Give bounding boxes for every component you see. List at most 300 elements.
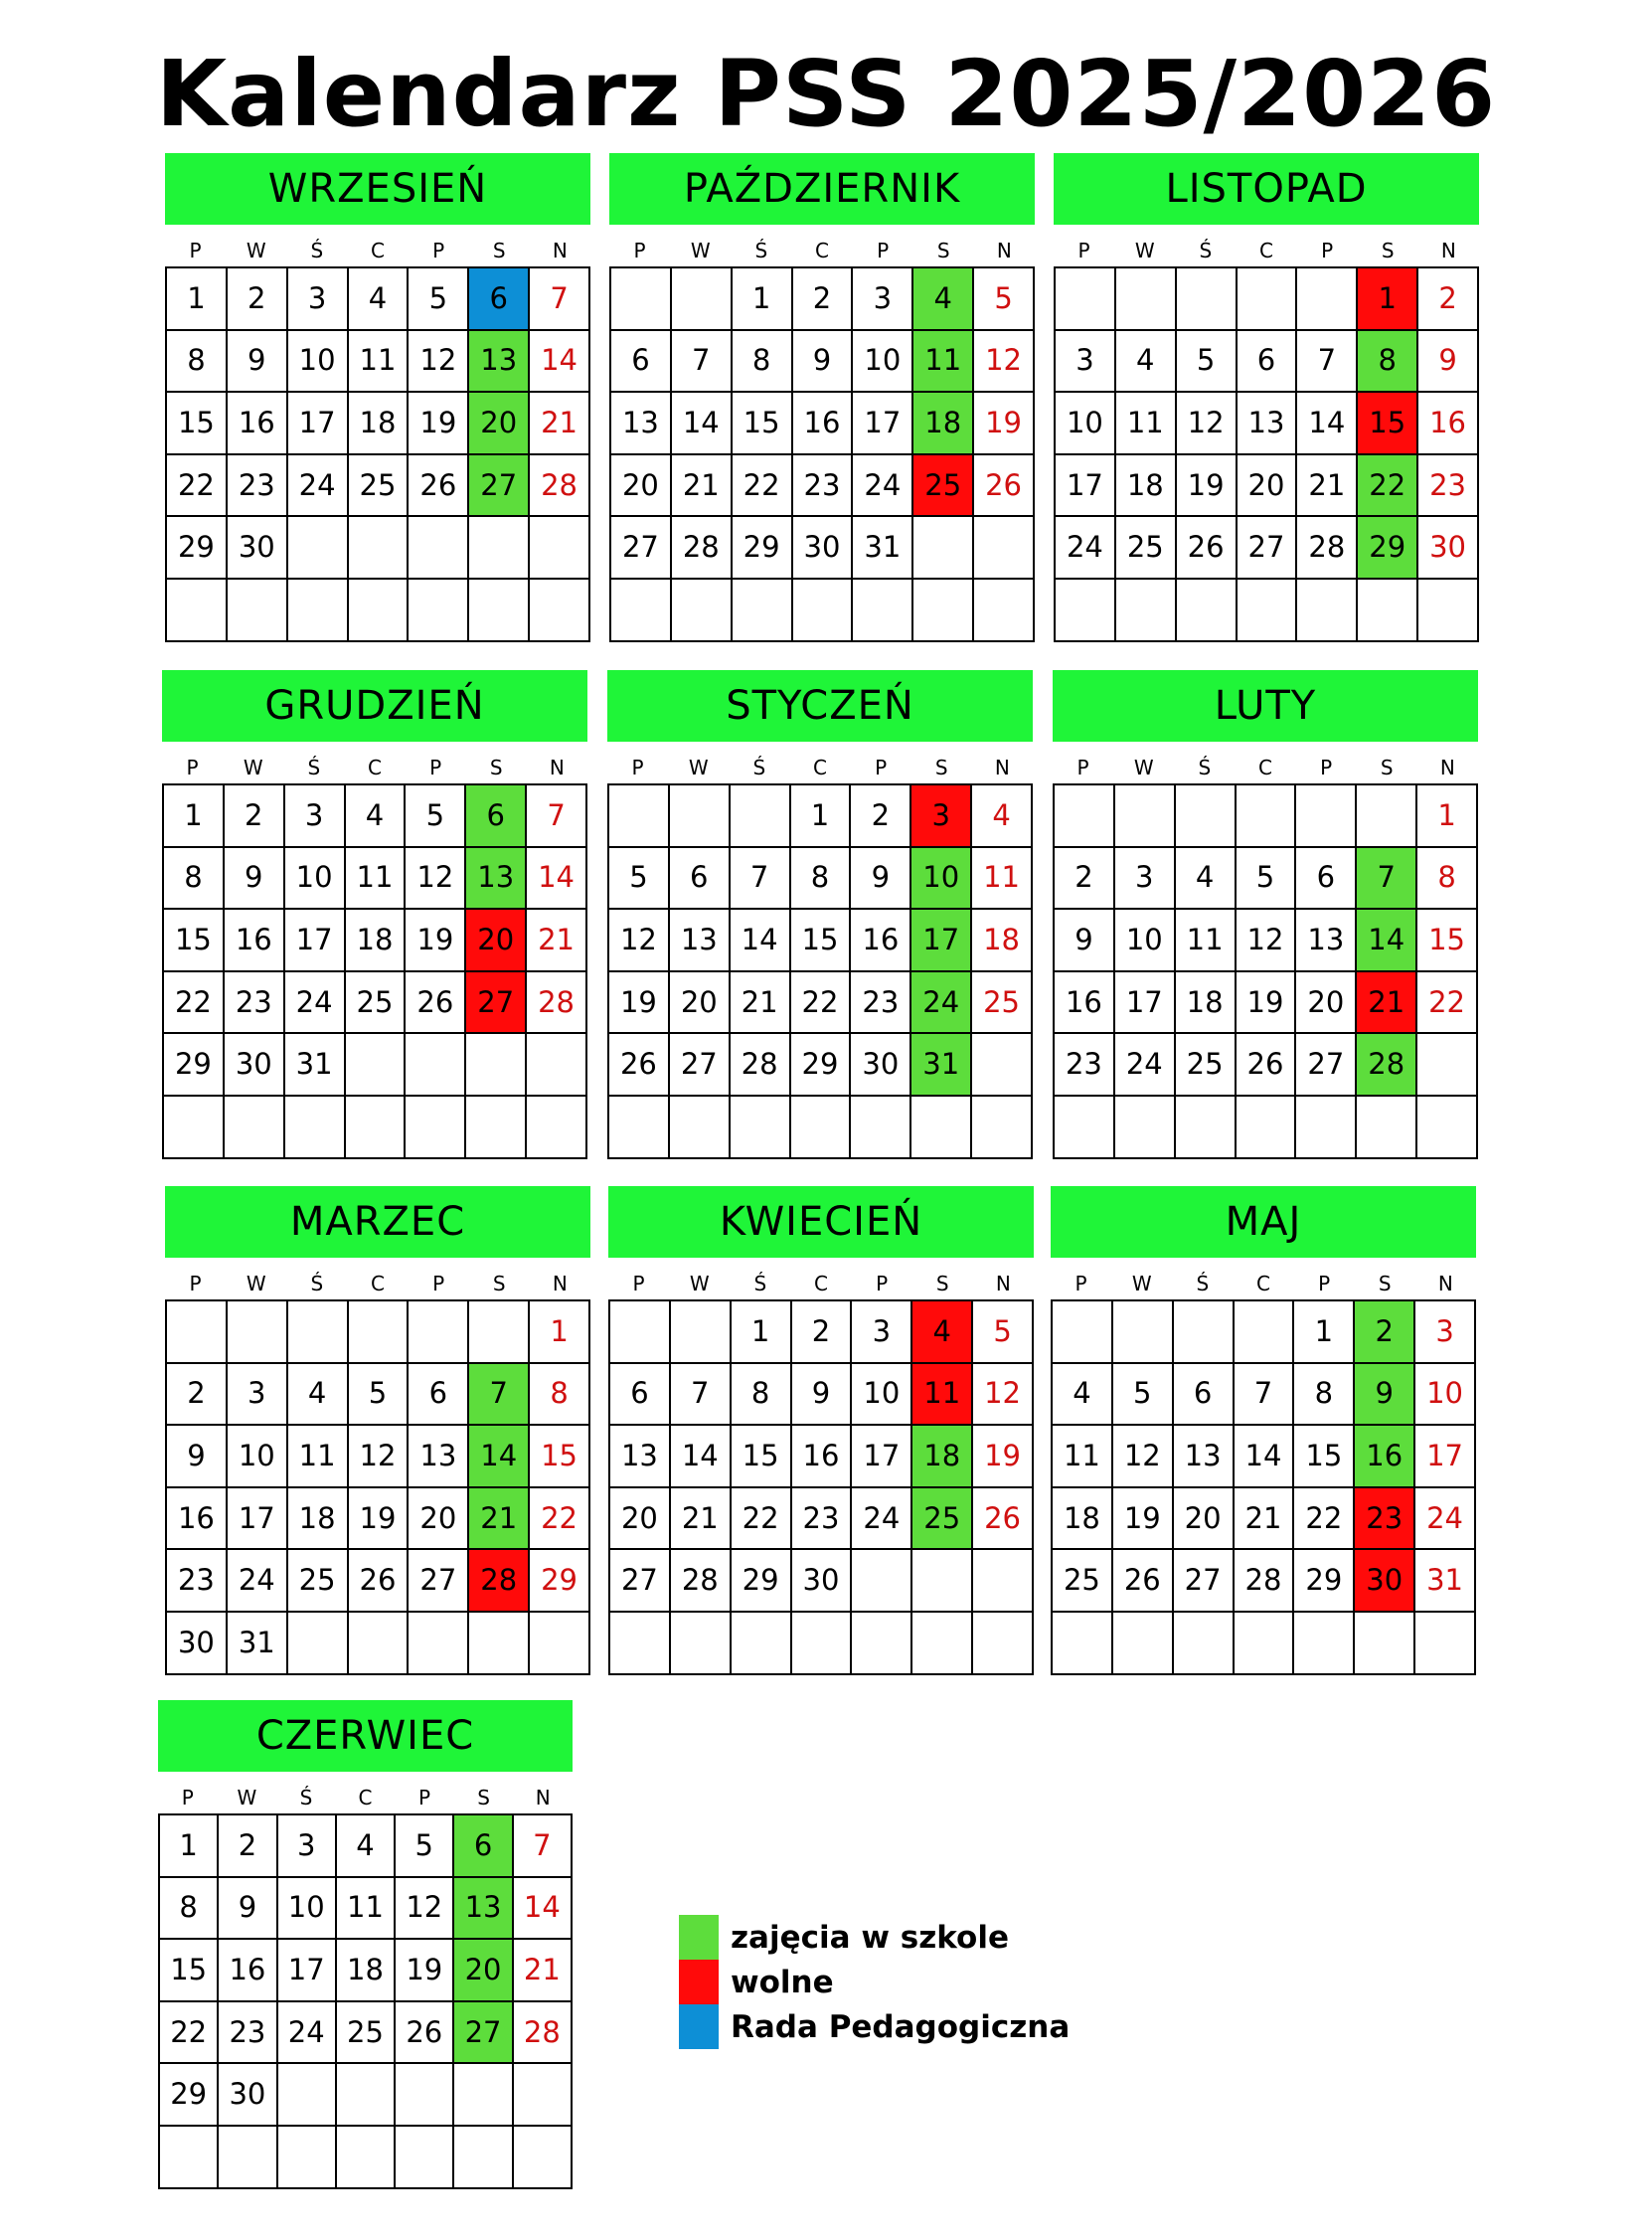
day-cell: 18 xyxy=(288,1488,349,1551)
day-cell: 23 xyxy=(167,1550,228,1613)
day-cell: 16 xyxy=(1355,1426,1415,1488)
day-cell: 26 xyxy=(1113,1550,1174,1613)
empty-cell xyxy=(912,1613,973,1675)
day-cell: 16 xyxy=(851,910,911,972)
weekday-label: W xyxy=(237,1786,257,1809)
day-cell: 2 xyxy=(1355,1301,1415,1364)
empty-cell xyxy=(852,1550,912,1613)
day-cell: 5 xyxy=(349,1364,410,1427)
day-cell: 6 xyxy=(1174,1364,1235,1427)
weekday-label: S xyxy=(489,756,503,779)
weekday-row xyxy=(158,1784,573,1811)
empty-cell xyxy=(346,1097,407,1159)
weekday-label: Ś xyxy=(753,1272,767,1295)
day-cell: 27 xyxy=(469,455,530,518)
day-cell: 19 xyxy=(409,393,469,455)
day-cell: 22 xyxy=(733,455,793,518)
weekday-label: Ś xyxy=(752,756,766,779)
day-cell: 9 xyxy=(167,1426,228,1488)
empty-cell xyxy=(167,580,228,642)
day-cell: 11 xyxy=(288,1426,349,1488)
empty-cell xyxy=(851,1097,911,1159)
empty-cell xyxy=(1417,1034,1478,1097)
empty-cell xyxy=(225,1097,285,1159)
day-cell: 11 xyxy=(972,848,1033,911)
empty-cell xyxy=(670,785,731,848)
weekday-label: Ś xyxy=(310,1272,324,1295)
day-cell: 29 xyxy=(1358,517,1418,580)
empty-cell xyxy=(1355,1613,1415,1675)
empty-cell xyxy=(288,580,349,642)
day-cell: 17 xyxy=(1415,1426,1476,1488)
day-cell: 4 xyxy=(337,1815,396,1878)
day-cell: 10 xyxy=(1415,1364,1476,1427)
weekday-label: S xyxy=(1380,756,1394,779)
weekday-label: S xyxy=(492,1272,506,1295)
empty-cell xyxy=(611,580,672,642)
day-cell: 6 xyxy=(611,331,672,394)
empty-cell xyxy=(853,580,913,642)
day-cell: 20 xyxy=(466,910,527,972)
weekday-label: P xyxy=(632,1272,645,1295)
day-cell: 21 xyxy=(731,972,791,1035)
day-cell: 29 xyxy=(167,517,228,580)
day-cell: 26 xyxy=(409,455,469,518)
day-cell: 7 xyxy=(530,268,590,331)
empty-cell xyxy=(349,580,410,642)
day-cell: 2 xyxy=(225,785,285,848)
day-cell: 7 xyxy=(514,1815,573,1878)
empty-cell xyxy=(228,580,288,642)
day-cell: 20 xyxy=(611,455,672,518)
day-cell: 28 xyxy=(469,1550,530,1613)
empty-cell xyxy=(972,1097,1033,1159)
day-cell: 20 xyxy=(670,972,731,1035)
month-listopad xyxy=(1054,153,1479,642)
day-cell: 12 xyxy=(973,1364,1034,1427)
day-cell: 23 xyxy=(219,2002,277,2065)
day-cell: 30 xyxy=(228,517,288,580)
day-cell: 22 xyxy=(1358,455,1418,518)
day-cell: 25 xyxy=(912,1488,973,1551)
legend-swatch-blue xyxy=(679,2004,719,2049)
day-cell: 19 xyxy=(1113,1488,1174,1551)
day-cell: 11 xyxy=(1176,910,1237,972)
day-cell: 12 xyxy=(1237,910,1297,972)
day-cell: 3 xyxy=(1115,848,1176,911)
day-grid xyxy=(1051,1299,1476,1675)
day-cell: 28 xyxy=(514,2002,573,2065)
weekday-label: C xyxy=(1256,1272,1270,1295)
day-cell: 28 xyxy=(1297,517,1358,580)
day-cell: 8 xyxy=(164,848,225,911)
day-cell: 30 xyxy=(219,2064,277,2127)
empty-cell xyxy=(1053,1301,1113,1364)
day-cell: 14 xyxy=(731,910,791,972)
empty-cell xyxy=(349,1613,410,1675)
empty-cell xyxy=(337,2127,396,2189)
day-cell: 3 xyxy=(285,785,346,848)
empty-cell xyxy=(1297,268,1358,331)
empty-cell xyxy=(409,1301,469,1364)
empty-cell xyxy=(1176,1097,1237,1159)
legend-swatch-red xyxy=(679,1960,719,2004)
day-cell: 15 xyxy=(732,1426,792,1488)
day-cell: 1 xyxy=(732,1301,792,1364)
empty-cell xyxy=(732,1613,792,1675)
day-grid xyxy=(608,1299,1034,1675)
day-cell: 27 xyxy=(454,2002,513,2065)
day-cell: 28 xyxy=(530,455,590,518)
day-cell: 25 xyxy=(1176,1034,1237,1097)
day-cell: 1 xyxy=(167,268,228,331)
empty-cell xyxy=(1176,785,1237,848)
day-grid xyxy=(1054,266,1479,642)
month-pazdziernik xyxy=(609,153,1035,642)
day-cell: 8 xyxy=(733,331,793,394)
day-cell: 18 xyxy=(346,910,407,972)
day-cell: 29 xyxy=(530,1550,590,1613)
empty-cell xyxy=(1056,268,1116,331)
day-cell: 2 xyxy=(228,268,288,331)
legend-label: zajęcia w szkole xyxy=(731,1919,1009,1956)
empty-cell xyxy=(1294,1613,1355,1675)
day-cell: 15 xyxy=(733,393,793,455)
day-cell: 9 xyxy=(1055,910,1115,972)
day-cell: 5 xyxy=(1177,331,1238,394)
day-cell: 12 xyxy=(406,848,466,911)
weekday-label: P xyxy=(633,239,646,262)
empty-cell xyxy=(466,1097,527,1159)
empty-cell xyxy=(346,1034,407,1097)
empty-cell xyxy=(731,785,791,848)
day-cell: 12 xyxy=(349,1426,410,1488)
legend-label: wolne xyxy=(731,1964,834,2000)
weekday-label: P xyxy=(875,756,888,779)
day-cell: 29 xyxy=(1294,1550,1355,1613)
day-cell: 3 xyxy=(278,1815,337,1878)
month-wrzesien xyxy=(165,153,590,642)
day-cell: 16 xyxy=(228,393,288,455)
day-cell: 11 xyxy=(913,331,974,394)
empty-cell xyxy=(1116,580,1177,642)
day-cell: 5 xyxy=(1237,848,1297,911)
day-cell: 3 xyxy=(1415,1301,1476,1364)
weekday-row xyxy=(1051,1270,1476,1297)
day-cell: 21 xyxy=(514,1940,573,2002)
day-cell: 16 xyxy=(792,1426,853,1488)
month-czerwiec xyxy=(158,1700,573,2189)
empty-cell xyxy=(469,1301,530,1364)
day-cell: 24 xyxy=(1115,1034,1176,1097)
day-cell: 5 xyxy=(396,1815,454,1878)
empty-cell xyxy=(733,580,793,642)
weekday-label: P xyxy=(1077,239,1090,262)
empty-cell xyxy=(1055,1097,1115,1159)
empty-cell xyxy=(278,2064,337,2127)
empty-cell xyxy=(514,2127,573,2189)
empty-cell xyxy=(409,517,469,580)
day-cell: 21 xyxy=(530,393,590,455)
day-cell: 17 xyxy=(853,393,913,455)
weekday-label: N xyxy=(549,756,565,779)
weekday-label: Ś xyxy=(1196,1272,1210,1295)
day-grid xyxy=(162,783,587,1159)
weekday-label: C xyxy=(813,756,827,779)
empty-cell xyxy=(609,785,670,848)
empty-cell xyxy=(671,1301,732,1364)
day-cell: 14 xyxy=(469,1426,530,1488)
page-title: Kalendarz PSS 2025/2026 xyxy=(155,41,1497,147)
day-cell: 15 xyxy=(530,1426,590,1488)
day-cell: 24 xyxy=(285,972,346,1035)
day-cell: 30 xyxy=(1418,517,1479,580)
day-cell: 29 xyxy=(732,1550,792,1613)
empty-cell xyxy=(349,1301,410,1364)
day-cell: 3 xyxy=(911,785,972,848)
day-cell: 20 xyxy=(1296,972,1357,1035)
empty-cell xyxy=(530,580,590,642)
day-cell: 4 xyxy=(349,268,410,331)
day-cell: 2 xyxy=(851,785,911,848)
day-cell: 23 xyxy=(228,455,288,518)
empty-cell xyxy=(1174,1301,1235,1364)
month-maj xyxy=(1051,1186,1476,1675)
weekday-label: C xyxy=(814,1272,828,1295)
empty-cell xyxy=(793,580,854,642)
day-cell: 22 xyxy=(167,455,228,518)
weekday-label: S xyxy=(477,1786,490,1809)
day-cell: 12 xyxy=(609,910,670,972)
day-cell: 25 xyxy=(288,1550,349,1613)
empty-cell xyxy=(911,1097,972,1159)
day-cell: 10 xyxy=(285,848,346,911)
empty-cell xyxy=(285,1097,346,1159)
weekday-label: W xyxy=(246,239,266,262)
day-cell: 12 xyxy=(1113,1426,1174,1488)
day-cell: 13 xyxy=(466,848,527,911)
day-cell: 6 xyxy=(466,785,527,848)
weekday-row xyxy=(607,754,1033,781)
day-cell: 4 xyxy=(288,1364,349,1427)
day-cell: 21 xyxy=(671,1488,732,1551)
day-cell: 22 xyxy=(1294,1488,1355,1551)
empty-cell xyxy=(1113,1301,1174,1364)
month-styczen xyxy=(607,670,1033,1159)
day-cell: 11 xyxy=(912,1364,973,1427)
empty-cell xyxy=(1357,785,1417,848)
weekday-label: S xyxy=(935,1272,949,1295)
day-cell: 2 xyxy=(1055,848,1115,911)
day-cell: 24 xyxy=(278,2002,337,2065)
day-cell: 27 xyxy=(611,517,672,580)
weekday-label: N xyxy=(995,1272,1011,1295)
weekday-row xyxy=(608,1270,1034,1297)
month-header: WRZESIEŃ xyxy=(165,153,590,225)
day-cell: 3 xyxy=(853,268,913,331)
weekday-label: S xyxy=(1381,239,1395,262)
day-cell: 20 xyxy=(1174,1488,1235,1551)
day-cell: 20 xyxy=(454,1940,513,2002)
day-cell: 20 xyxy=(409,1488,469,1551)
day-cell: 1 xyxy=(164,785,225,848)
day-cell: 8 xyxy=(1358,331,1418,394)
weekday-row xyxy=(165,237,590,264)
day-cell: 5 xyxy=(973,1301,1034,1364)
day-cell: 24 xyxy=(1056,517,1116,580)
day-cell: 13 xyxy=(454,1878,513,1941)
day-cell: 15 xyxy=(167,393,228,455)
day-cell: 24 xyxy=(911,972,972,1035)
empty-cell xyxy=(913,517,974,580)
day-cell: 4 xyxy=(1176,848,1237,911)
day-cell: 8 xyxy=(160,1878,219,1941)
empty-cell xyxy=(288,1301,349,1364)
weekday-label: W xyxy=(243,756,263,779)
empty-cell xyxy=(527,1034,587,1097)
day-grid xyxy=(1053,783,1478,1159)
day-cell: 16 xyxy=(167,1488,228,1551)
month-header: LISTOPAD xyxy=(1054,153,1479,225)
weekday-label: W xyxy=(246,1272,266,1295)
day-cell: 30 xyxy=(167,1613,228,1675)
day-cell: 26 xyxy=(406,972,466,1035)
day-cell: 26 xyxy=(1237,1034,1297,1097)
day-cell: 31 xyxy=(285,1034,346,1097)
day-cell: 25 xyxy=(337,2002,396,2065)
empty-cell xyxy=(852,1613,912,1675)
day-cell: 14 xyxy=(514,1878,573,1941)
day-cell: 2 xyxy=(167,1364,228,1427)
day-cell: 15 xyxy=(160,1940,219,2002)
empty-cell xyxy=(396,2064,454,2127)
day-cell: 10 xyxy=(1056,393,1116,455)
weekday-label: N xyxy=(994,756,1010,779)
day-cell: 10 xyxy=(1115,910,1176,972)
month-grudzien xyxy=(162,670,587,1159)
empty-cell xyxy=(1237,1097,1297,1159)
empty-cell xyxy=(912,1550,973,1613)
weekday-row xyxy=(1054,237,1479,264)
day-cell: 9 xyxy=(793,331,854,394)
day-cell: 31 xyxy=(228,1613,288,1675)
day-cell: 7 xyxy=(731,848,791,911)
weekday-label: P xyxy=(1074,1272,1087,1295)
day-cell: 21 xyxy=(672,455,733,518)
empty-cell xyxy=(278,2127,337,2189)
weekday-label: P xyxy=(181,1786,194,1809)
empty-cell xyxy=(1357,1097,1417,1159)
empty-cell xyxy=(731,1097,791,1159)
day-cell: 29 xyxy=(733,517,793,580)
day-cell: 9 xyxy=(225,848,285,911)
day-cell: 28 xyxy=(731,1034,791,1097)
weekday-label: C xyxy=(371,1272,385,1295)
weekday-label: P xyxy=(876,1272,889,1295)
day-cell: 27 xyxy=(466,972,527,1035)
day-cell: 7 xyxy=(1235,1364,1295,1427)
empty-cell xyxy=(167,1301,228,1364)
day-cell: 6 xyxy=(469,268,530,331)
day-cell: 8 xyxy=(1294,1364,1355,1427)
day-cell: 14 xyxy=(527,848,587,911)
weekday-label: P xyxy=(1076,756,1089,779)
empty-cell xyxy=(973,1550,1034,1613)
empty-cell xyxy=(469,1613,530,1675)
day-cell: 19 xyxy=(609,972,670,1035)
empty-cell xyxy=(670,1097,731,1159)
day-cell: 14 xyxy=(1297,393,1358,455)
day-cell: 30 xyxy=(1355,1550,1415,1613)
empty-cell xyxy=(406,1034,466,1097)
weekday-label: C xyxy=(1259,239,1273,262)
day-cell: 18 xyxy=(1053,1488,1113,1551)
day-cell: 28 xyxy=(1235,1550,1295,1613)
weekday-label: W xyxy=(688,756,709,779)
day-cell: 5 xyxy=(1113,1364,1174,1427)
day-cell: 22 xyxy=(530,1488,590,1551)
day-cell: 8 xyxy=(1417,848,1478,911)
day-cell: 22 xyxy=(1417,972,1478,1035)
empty-cell xyxy=(454,2064,513,2127)
day-cell: 15 xyxy=(1294,1426,1355,1488)
day-cell: 24 xyxy=(852,1488,912,1551)
day-cell: 10 xyxy=(853,331,913,394)
day-grid xyxy=(607,783,1033,1159)
weekday-label: N xyxy=(1437,1272,1453,1295)
day-cell: 30 xyxy=(851,1034,911,1097)
day-cell: 8 xyxy=(732,1364,792,1427)
empty-cell xyxy=(1296,1097,1357,1159)
day-cell: 10 xyxy=(911,848,972,911)
empty-cell xyxy=(469,580,530,642)
empty-cell xyxy=(1296,785,1357,848)
empty-cell xyxy=(406,1097,466,1159)
day-cell: 11 xyxy=(349,331,410,394)
day-cell: 20 xyxy=(469,393,530,455)
empty-cell xyxy=(527,1097,587,1159)
empty-cell xyxy=(409,580,469,642)
day-cell: 16 xyxy=(1055,972,1115,1035)
empty-cell xyxy=(160,2127,219,2189)
empty-cell xyxy=(1238,580,1298,642)
weekday-label: C xyxy=(368,756,382,779)
empty-cell xyxy=(1237,785,1297,848)
day-cell: 17 xyxy=(285,910,346,972)
day-cell: 1 xyxy=(791,785,852,848)
empty-cell xyxy=(610,1301,671,1364)
empty-cell xyxy=(164,1097,225,1159)
day-cell: 21 xyxy=(1297,455,1358,518)
day-cell: 7 xyxy=(1297,331,1358,394)
month-header: STYCZEŃ xyxy=(607,670,1033,742)
day-cell: 25 xyxy=(346,972,407,1035)
day-cell: 22 xyxy=(732,1488,792,1551)
weekday-label: W xyxy=(1134,239,1155,262)
weekday-label: P xyxy=(877,239,890,262)
day-cell: 7 xyxy=(527,785,587,848)
day-cell: 19 xyxy=(349,1488,410,1551)
empty-cell xyxy=(409,1613,469,1675)
day-cell: 8 xyxy=(530,1364,590,1427)
day-grid xyxy=(609,266,1035,642)
day-cell: 9 xyxy=(851,848,911,911)
weekday-label: N xyxy=(552,1272,568,1295)
day-cell: 5 xyxy=(609,848,670,911)
month-header: LUTY xyxy=(1053,670,1478,742)
day-grid xyxy=(158,1813,573,2189)
weekday-label: P xyxy=(418,1786,431,1809)
